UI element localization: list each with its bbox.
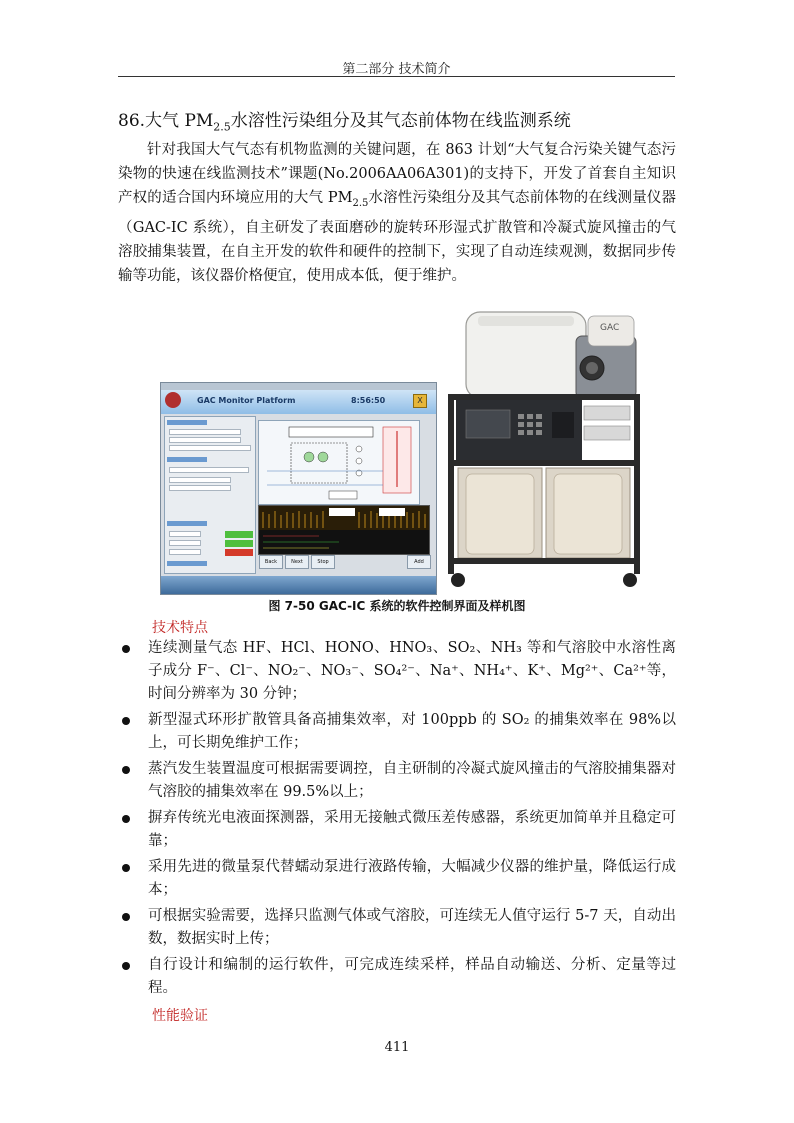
stop-button: Stop: [311, 555, 335, 569]
list-item-text: 采用先进的微量泵代替蠕动泵进行液路传输，大幅减少仪器的维护量，降低运行成本；: [148, 859, 676, 898]
bullet-icon: [122, 864, 130, 872]
back-button: Back: [259, 555, 283, 569]
intro-part2: 水溶性污染组分及其气态前体物的在线测量仪器（GAC-IC 系统），自主研发了表面磨砂的旋转环形湿式扩散管和冷凝式旋风撞击的气溶胶捕集装置，在自主开发的软件和硬件的控制下，实现了自动连续观测，数据同步传输等功能，该仪器价格便宜，使用成本低，便于维护。: [118, 190, 676, 284]
instrument-photo: [448, 306, 640, 594]
add-button: Add: [407, 555, 431, 569]
figure: [160, 306, 640, 594]
list-item: [118, 954, 676, 1000]
panel-field: [169, 437, 241, 443]
list-item-text: 连续测量气态 HF、HCl、HONO、HNO₃、SO₂、NH₃ 等和气溶胶中水溶性离子成分 F⁻、Cl⁻、NO₂⁻、NO₃⁻、SO₄²⁻、Na⁺、NH₄⁺、K⁺、Mg²⁺、Ca²⁺等，时间分辨率为 30 分钟；: [148, 640, 676, 702]
os-taskbar: [161, 576, 436, 594]
list-item-text: 自行设计和编制的运行软件，可完成连续采样，样品自动输送、分析、定量等过程。: [148, 957, 676, 996]
bullet-icon: [122, 766, 130, 774]
header-rule: [118, 76, 675, 77]
list-item-text: 蒸汽发生装置温度可根据需要调控，自主研制的冷凝式旋风撞击的气溶胶捕集器对气溶胶的捕集效率在 99.5%以上；: [148, 761, 676, 800]
institute-logo-icon: [165, 392, 181, 408]
instrument-brand-label: GAC: [600, 323, 620, 333]
panel-field: [169, 549, 201, 555]
panel-field: [169, 445, 251, 451]
close-icon: X: [413, 394, 427, 408]
panel-field: [169, 485, 231, 491]
list-item: [118, 709, 676, 755]
platform-title: GAC Monitor Platform: [197, 396, 296, 405]
status-indicator-red: [225, 549, 253, 556]
intro-part1: 针对我国大气气态有机物监测的关键问题，在 863 计划“大气复合污染关键气态污染物的快速在线监测技术”课题(No.2006AA06A301)的支持下，开发了首套自主知识产权的适合国内环境应用的大气 PM: [118, 142, 676, 206]
list-item: [118, 637, 676, 706]
instrument-svg: [448, 306, 640, 594]
flow-diagram-svg: [259, 421, 419, 504]
settings-panel: [164, 416, 256, 574]
control-buttons: [259, 555, 429, 569]
status-indicator-green: [225, 531, 253, 538]
clock-display: 8:56:50: [351, 396, 386, 405]
panel-header-bar: [167, 561, 207, 566]
panel-header-bar: [167, 420, 207, 425]
bullet-icon: [122, 645, 130, 653]
panel-header-bar: [167, 521, 207, 526]
page-number: 411: [384, 1040, 410, 1055]
panel-field: [169, 477, 231, 483]
features-heading: 技术特点: [152, 620, 208, 636]
list-item-text: 新型湿式环形扩散管具备高捕集效率，对 100ppb 的 SO₂ 的捕集效率在 98%以上，可长期免维护工作；: [148, 712, 676, 751]
next-button: Next: [285, 555, 309, 569]
panel-field: [169, 531, 201, 537]
intro-subscript: 2.5: [352, 197, 369, 209]
running-header: 第二部分 技术简介: [342, 62, 451, 77]
figure-caption: 图 7-50 GAC-IC 系统的软件控制界面及样机图: [268, 599, 526, 613]
window-titlebar: [161, 383, 436, 390]
panel-header-bar: [167, 457, 207, 462]
list-item: [118, 807, 676, 853]
title-subscript: 2.5: [213, 120, 231, 134]
bullet-icon: [122, 815, 130, 823]
list-item: [118, 758, 676, 804]
section-title: [118, 106, 571, 133]
signal-graph-svg: [259, 506, 429, 554]
list-item-text: 摒弃传统光电液面探测器，采用无接触式微压差传感器，系统更加简单并且稳定可靠；: [148, 810, 676, 849]
list-item: [118, 856, 676, 902]
list-item: [118, 905, 676, 951]
panel-field: [169, 540, 201, 546]
panel-field: [169, 429, 241, 435]
intro-paragraph: [118, 138, 676, 288]
status-indicator-green: [225, 540, 253, 547]
bullet-icon: [122, 962, 130, 970]
signal-graph: [258, 505, 430, 555]
title-prefix: 86.大气 PM: [118, 111, 214, 131]
flow-diagram: [258, 420, 420, 505]
features-list: [118, 637, 676, 1023]
bullet-icon: [122, 913, 130, 921]
title-suffix: 水溶性污染组分及其气态前体物在线监测系统: [230, 111, 571, 131]
verification-heading: 性能验证: [152, 1008, 208, 1024]
software-screenshot: [160, 382, 437, 595]
list-item-text: 可根据实验需要，选择只监测气体或气溶胶，可连续无人值守运行 5-7 天，自动出数，数据实时上传；: [148, 908, 676, 947]
panel-field: [169, 467, 249, 473]
bullet-icon: [122, 717, 130, 725]
